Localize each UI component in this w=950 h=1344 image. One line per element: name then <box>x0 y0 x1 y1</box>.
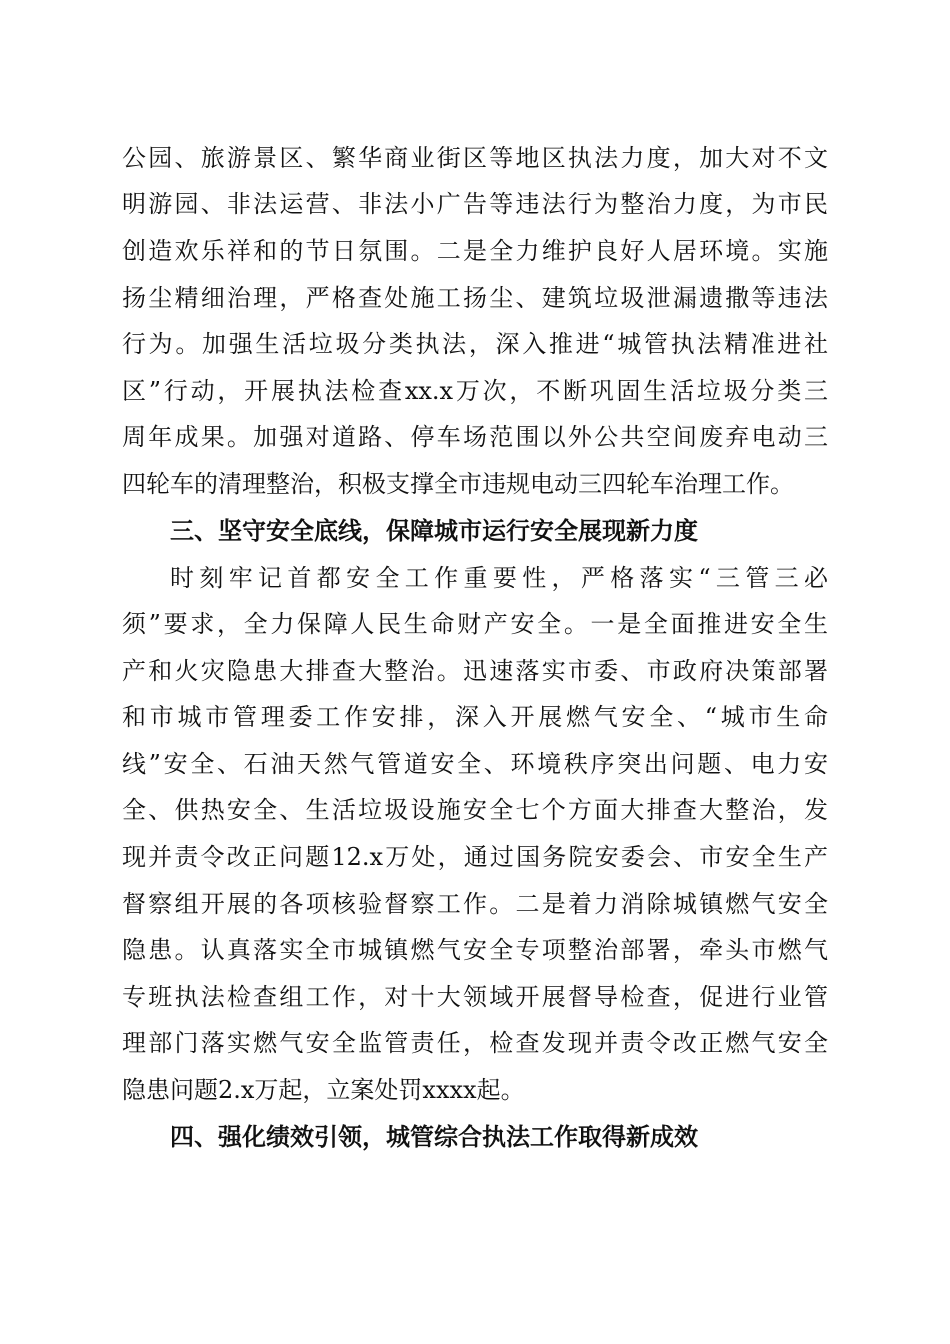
paragraph-line: 督察组开展的各项核验督察工作。二是着力消除城镇燃气安全 <box>122 890 828 918</box>
paragraph-line: 时刻牢记首都安全工作重要性，严格落实“三管三必 <box>170 564 828 592</box>
paragraph-line: 隐患问题2.x万起，立案处罚xxxx起。 <box>122 1076 525 1104</box>
paragraph-line: 现并责令改正问题12.x万处，通过国务院安委会、市安全生产 <box>122 843 828 871</box>
paragraph-line: 专班执法检查组工作，对十大领域开展督导检查，促进行业管 <box>122 983 828 1011</box>
paragraph-line: 理部门落实燃气安全监管责任，检查发现并责令改正燃气安全 <box>122 1029 828 1057</box>
paragraph-line: 四轮车的清理整治，积极支撑全市违规电动三四轮车治理工作。 <box>122 470 794 498</box>
paragraph-line: 扬尘精细治理，严格查处施工扬尘、建筑垃圾泄漏遗撒等违法 <box>122 284 828 312</box>
paragraph-line: 创造欢乐祥和的节日氛围。二是全力维护良好人居环境。实施 <box>122 237 828 265</box>
paragraph-line: 周年成果。加强对道路、停车场范围以外公共空间废弃电动三 <box>122 423 828 451</box>
paragraph-line: 全、供热安全、生活垃圾设施安全七个方面大排查大整治，发 <box>122 796 828 824</box>
section-heading-4: 四、强化绩效引领，城管综合执法工作取得新成效 <box>170 1123 698 1151</box>
paragraph-line: 区”行动，开展执法检查xx.x万次，不断巩固生活垃圾分类三 <box>122 377 828 405</box>
paragraph-line: 和市城市管理委工作安排，深入开展燃气安全、“城市生命 <box>122 703 828 731</box>
paragraph-line: 须”要求，全力保障人民生命财产安全。一是全面推进安全生 <box>122 610 828 638</box>
paragraph-line: 公园、旅游景区、繁华商业街区等地区执法力度，加大对不文 <box>122 144 828 172</box>
paragraph-line: 明游园、非法运营、非法小广告等违法行为整治力度，为市民 <box>122 190 828 218</box>
paragraph-line: 行为。加强生活垃圾分类执法，深入推进“城管执法精准进社 <box>122 330 828 358</box>
paragraph-line: 产和火灾隐患大排查大整治。迅速落实市委、市政府决策部署 <box>122 657 828 685</box>
section-heading-3: 三、坚守安全底线，保障城市运行安全展现新力度 <box>170 517 698 545</box>
paragraph-line: 隐患。认真落实全市城镇燃气安全专项整治部署，牵头市燃气 <box>122 936 828 964</box>
paragraph-line: 线”安全、石油天然气管道安全、环境秩序突出问题、电力安 <box>122 750 828 778</box>
